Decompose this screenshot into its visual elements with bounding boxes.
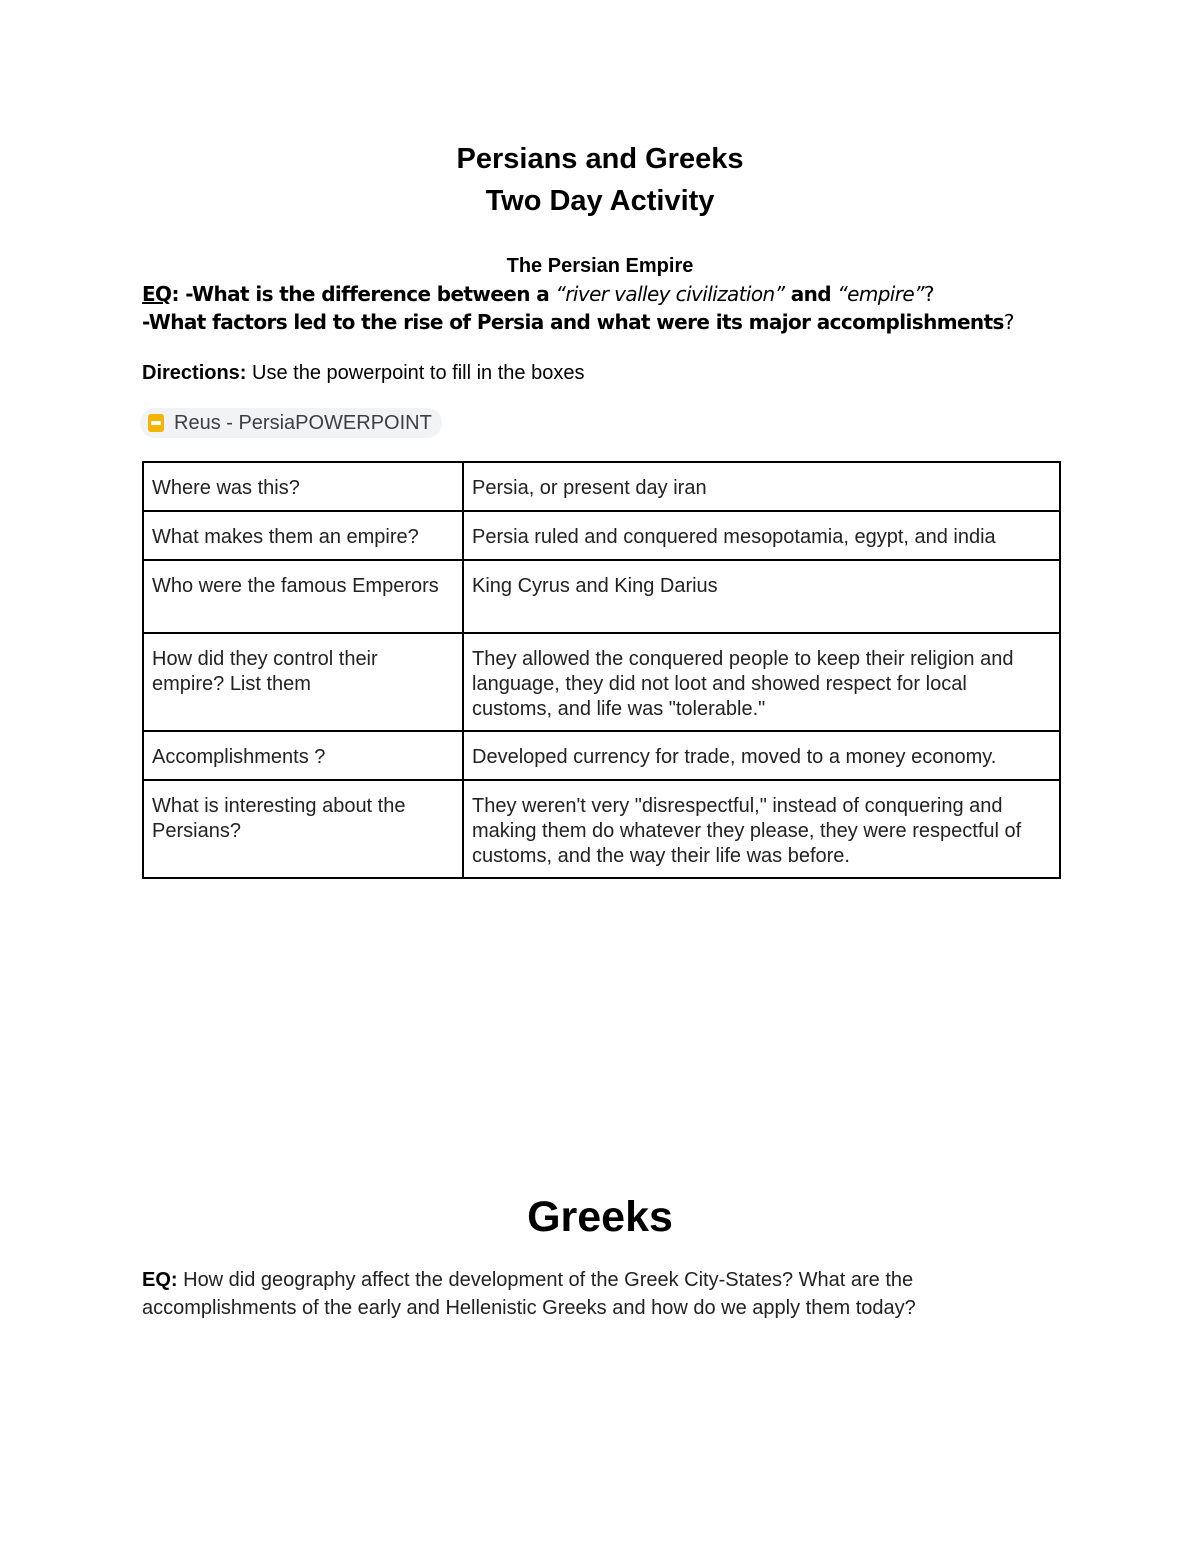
directions-text: Use the powerpoint to fill in the boxes	[246, 362, 585, 384]
table-row	[143, 731, 1060, 780]
question-cell: How did they control their empire? List them	[143, 633, 463, 731]
question-cell: What makes them an empire?	[143, 511, 463, 560]
answer-cell[interactable]: Persia, or present day iran	[463, 462, 1060, 511]
persian-eq-question-1	[142, 281, 934, 307]
greeks-eq-text: How did geography affect the development of the Greek City-States? What are the accomplishments of the early and Hellenistic Greeks and how do we apply them today?	[142, 1269, 916, 1319]
persian-section-heading: The Persian Empire	[506, 255, 694, 277]
answer-cell[interactable]: King Cyrus and King Darius	[463, 560, 1060, 633]
slides-icon	[148, 414, 164, 432]
table-row	[143, 780, 1060, 878]
answer-cell[interactable]: Developed currency for trade, moved to a money economy.	[463, 731, 1060, 780]
powerpoint-link-label: Reus - PersiaPOWERPOINT	[174, 411, 432, 434]
answer-cell[interactable]: They weren't very "disrespectful," instead of conquering and making them do whatever they please, they were respectful of customs, and the way their life was before.	[463, 780, 1060, 878]
table-row	[143, 462, 1060, 511]
table-row	[143, 511, 1060, 560]
document-subtitle: Two Day Activity	[485, 185, 715, 217]
eq1-end: ?	[923, 282, 934, 306]
document-title: Persians and Greeks	[456, 143, 744, 175]
persian-question-table	[142, 461, 1061, 879]
table-row	[143, 560, 1060, 633]
question-cell: Who were the famous Emperors	[143, 560, 463, 633]
eq1-text: -What is the difference between a	[178, 282, 556, 306]
answer-cell[interactable]: They allowed the conquered people to keep their religion and language, they did not loot and showed respect for local customs, and life was "tolerable."	[463, 633, 1060, 731]
eq1-and: and	[784, 282, 838, 306]
question-cell: What is interesting about the Persians?	[143, 780, 463, 878]
eq1-term-empire: “empire”	[837, 282, 924, 306]
eq-colon: :	[171, 282, 179, 306]
eq1-term-river-valley: “river valley civilization”	[555, 282, 785, 306]
directions	[142, 361, 584, 385]
persian-eq-question-2	[142, 309, 1014, 335]
powerpoint-link-chip[interactable]	[140, 408, 442, 438]
directions-label: Directions:	[142, 362, 247, 384]
greeks-eq-label: EQ:	[142, 1269, 178, 1291]
question-cell: Where was this?	[143, 462, 463, 511]
table-row	[143, 633, 1060, 731]
eq2-text: -What factors led to the rise of Persia and what were its major accomplishments	[142, 310, 1004, 334]
eq-label: EQ	[142, 282, 172, 306]
answer-cell[interactable]: Persia ruled and conquered mesopotamia, egypt, and india	[463, 511, 1060, 560]
question-cell: Accomplishments ?	[143, 731, 463, 780]
greeks-section-title: Greeks	[527, 1193, 673, 1241]
greeks-eq-question	[142, 1266, 1062, 1322]
eq2-end: ?	[1003, 310, 1014, 334]
